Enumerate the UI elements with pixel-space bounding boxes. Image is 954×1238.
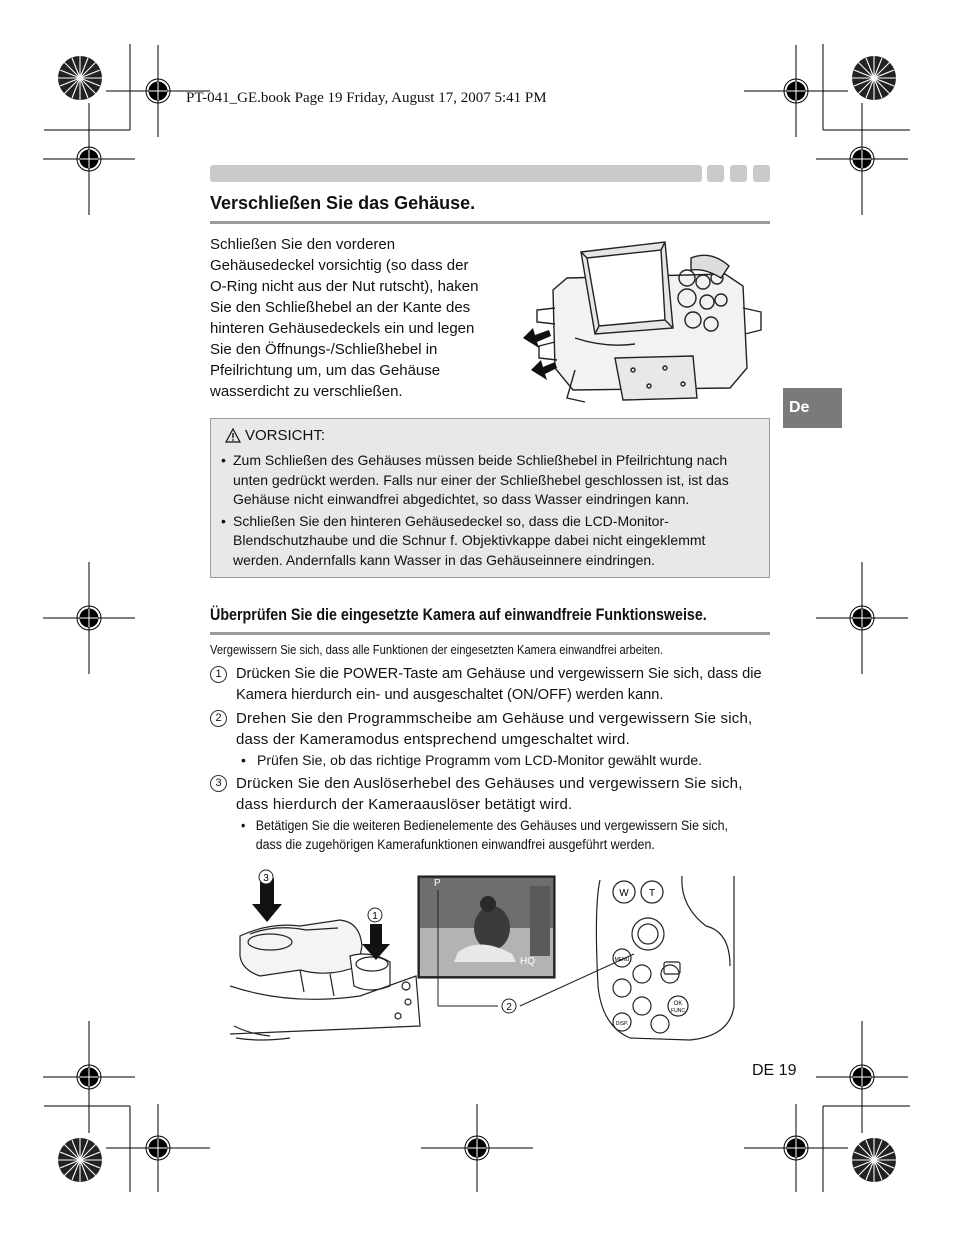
step-number: 3 (210, 775, 227, 792)
step-number: 2 (210, 710, 227, 727)
section-bar-square (730, 165, 747, 182)
lcd-quality: HQ (520, 956, 535, 967)
section1-paragraph: Schließen Sie den vorderen Gehäusedeckel vorsichtig (so dass der O-Ring nicht aus der Nut rutscht), haken Sie den Schließhebel an der Kante des hinteren Gehäusedeckels ein und legen Sie den Öffnungs-/Schließhebel in Pfeilrichtung um, um das Gehäuse wasserdicht zu verschließen. (210, 236, 479, 400)
section2-title: Überprüfen Sie die eingesetzte Kamera auf einwandfreie Funktionsweise. (210, 605, 707, 624)
callout-1: 1 (372, 911, 378, 922)
callout-3: 3 (263, 873, 269, 884)
caution-item: • Schließen Sie den hinteren Gehäusedeckel so, dass die LCD-Monitor-Blendschutzhaube und die Schnur f. Objektivkappe dabei nicht eingeklemmt werden. Andernfalls kann Wasser in das Gehäuseinnere eindringen. (219, 512, 759, 571)
step-text: Drücken Sie die POWER-Taste am Gehäuse und vergewissern Sie sich, dass die Kamera hierdurch ein- und ausgeschaltet (ON/OFF) werden kann. (236, 666, 762, 703)
step-2 (210, 708, 770, 752)
lcd-mode: P (434, 878, 441, 889)
zoom-t-label: T (648, 888, 656, 899)
zoom-w-label: W (619, 888, 629, 899)
language-tab: De (783, 388, 842, 428)
caution-item: • Zum Schließen des Gehäuses müssen beide Schließhebel in Pfeilrichtung nach unten gedrückt werden. Falls nur einer der Schließhebel geschlossen ist, ist das Gehäuse nicht einwandfrei abgedichtet, so dass Wasser eindringen kann. (219, 451, 759, 510)
step-3-note: • Betätigen Sie die weiteren Bedienelemente des Gehäuses und vergewissern Sie sich, dass die zugehörigen Kamerafunktionen einwandfrei ausgeführt werden. (241, 816, 756, 854)
section2-rule (210, 632, 770, 635)
caution-title: VORSICHT: (225, 427, 325, 444)
section1-rule (210, 221, 770, 224)
caution-box (210, 418, 770, 578)
housing-illustration (515, 238, 770, 410)
step-text: Drehen Sie den Programmscheibe am Gehäuse und vergewissern Sie sich, dass der Kameramodus entsprechend umgeschaltet wird. (236, 710, 753, 748)
section-bar-square (753, 165, 770, 182)
func-button-label: FUNC (671, 1008, 685, 1014)
step-3 (210, 773, 770, 817)
section-bar-square (707, 165, 724, 182)
file-header: PT-041_GE.book Page 19 Friday, August 17, 2007 5:41 PM (186, 90, 547, 106)
step-number: 1 (210, 666, 227, 683)
step-1 (210, 664, 770, 706)
ok-button-label: OK (673, 1001, 683, 1007)
step-text: Drücken Sie den Auslöserhebel des Gehäuses und vergewissern Sie sich, dass hierdurch der Kameraauslöser betätigt wird. (236, 775, 743, 813)
section2-intro: Vergewissern Sie sich, dass alle Funktionen der eingesetzten Kamera einwandfrei arbeiten. (210, 642, 664, 657)
section-bar (210, 165, 702, 182)
caution-list (219, 451, 759, 572)
section1-title: Verschließen Sie das Gehäuse. (210, 193, 476, 213)
menu-button-label: MENU (614, 957, 630, 963)
step-2-note: • Prüfen Sie, ob das richtige Programm vom LCD-Monitor gewählt wurde. (241, 751, 761, 770)
page-number: DE 19 (752, 1062, 797, 1079)
warning-icon (225, 428, 241, 443)
controls-figure (230, 866, 745, 1044)
callout-2: 2 (506, 1002, 512, 1013)
disp-button-label: DISP. (615, 1021, 629, 1027)
